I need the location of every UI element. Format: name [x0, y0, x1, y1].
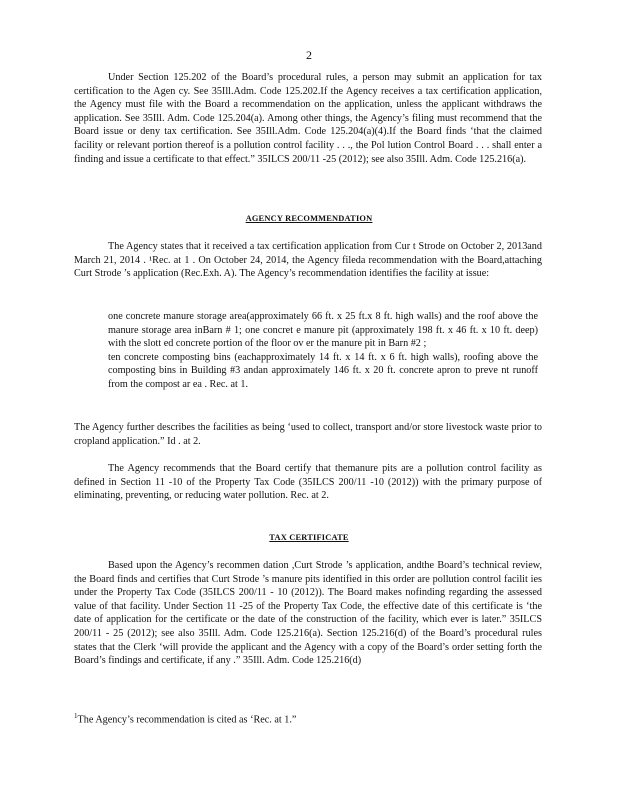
footnote-mark: 1	[74, 712, 78, 720]
paragraph-agency-states	[74, 240, 542, 281]
list-item: ten concrete composting bins (eachapproximately 14 ft. x 14 ft. x 6 ft. high walls), roofing above the composting bins in Building #3 andan approximately 146 ft. x 20 ft. concrete apron to preve nt runoff from the compost ar ea . Rec. at 1.	[108, 351, 538, 390]
paragraph-text: The Agency recommends that the Board certify that themanure pits are a pollution control facility as defined in Section 11 -10 of the Property Tax Code (35ILCS 200/11 -10 (2012)) with the primary purpose of eliminating, preventing, or reducing water pollution. Rec. at 2.	[74, 463, 542, 502]
paragraph-text: Under Section 125.202 of the Board’s procedural rules, a person may submit an application for tax certification to the Agen cy. See 35Ill.Adm. Code 125.202.If the Agency receives a tax certification application, the Agency must file with the Board a recommendation on the application, unless the applicant withdraws the application. See 35Ill. Adm. Code 125.204(a). Among other things, the Agency’s filing must recommend that the Board issue or deny tax certification. See 35Ill.Adm. Code 125.204(a)(4).If the Board finds ‘that the claimed facility or relevant portion thereof is a pollution control facility . . ., the Pol lution Control Board . . . shall enter a finding and issue a certificate to that effect.” 35ILCS 200/11 -25 (2012); see also 35Ill. Adm. Code 125.216(a).	[74, 72, 542, 165]
heading-text: AGENCY RECOMMENDATION	[245, 214, 373, 223]
paragraph-text: Based upon the Agency’s recommen dation ,Curt Strode ’s application, andthe Board’s technical review, the Board finds and certifies that Curt Strode ’s manure pits identified in this order are pollution control facilit ies under the Property Tax Code (35ILCS 200/11 - 10 (2012)). The Board makes nofinding regarding the assessed value of that facility. Under Section 11 -25 of the Property Tax Code, the effective date of this certificate is ‘the date of application for the certificate or the date of the construction of the facility, which ever is later.” 35ILCS 200/11 - 25 (2012); see also 35Ill. Adm. Code 125.216(a). Section 125.216(d) of the Board’s procedural rules states that the Clerk ‘will provide the applicant and the Agency with a copy of the Board’s order setting forth the Board’s findings and certificate, if any .” 35Ill. Adm. Code 125.216(d)	[74, 560, 542, 667]
paragraph-text: The Agency states that it received a tax certification application from Cur t Strode on October 2, 2013and March 21, 2014 . ¹Rec. at 1 . On October 24, 2014, the Agency fileda recommendation with the Board,attaching Curt Strode ’s application (Rec.Exh. A). The Agency’s recommendation identifies the facility at issue:	[74, 241, 542, 280]
list-item: one concrete manure storage area(approximately 66 ft. x 25 ft.x 8 ft. high walls) and the roof above the manure storage area inBarn # 1; one concret e manure pit (approximately 198 ft. x 46 ft. x 10 ft. deep) with the slott ed concrete portion of the floor ov er the manure pit in Barn #2 ;	[108, 311, 538, 350]
page-number: 2	[306, 48, 312, 62]
paragraph-agency-recommends	[74, 462, 542, 503]
paragraph-text: The Agency further describes the facilities as being ‘used to collect, transport and/or store livestock waste prior to cropland application.” Id . at 2.	[74, 422, 542, 447]
paragraph-tax-certificate	[74, 559, 542, 668]
facility-list	[108, 310, 538, 392]
heading-text: TAX CERTIFICATE	[269, 533, 349, 542]
paragraph-agency-describes	[74, 421, 542, 448]
heading-agency-recommendation	[0, 214, 618, 223]
footnote	[74, 712, 542, 725]
paragraph-procedural-rules	[74, 71, 542, 166]
heading-tax-certificate	[0, 533, 618, 542]
footnote-text: The Agency’s recommendation is cited as ‘Rec. at 1.”	[77, 714, 297, 726]
